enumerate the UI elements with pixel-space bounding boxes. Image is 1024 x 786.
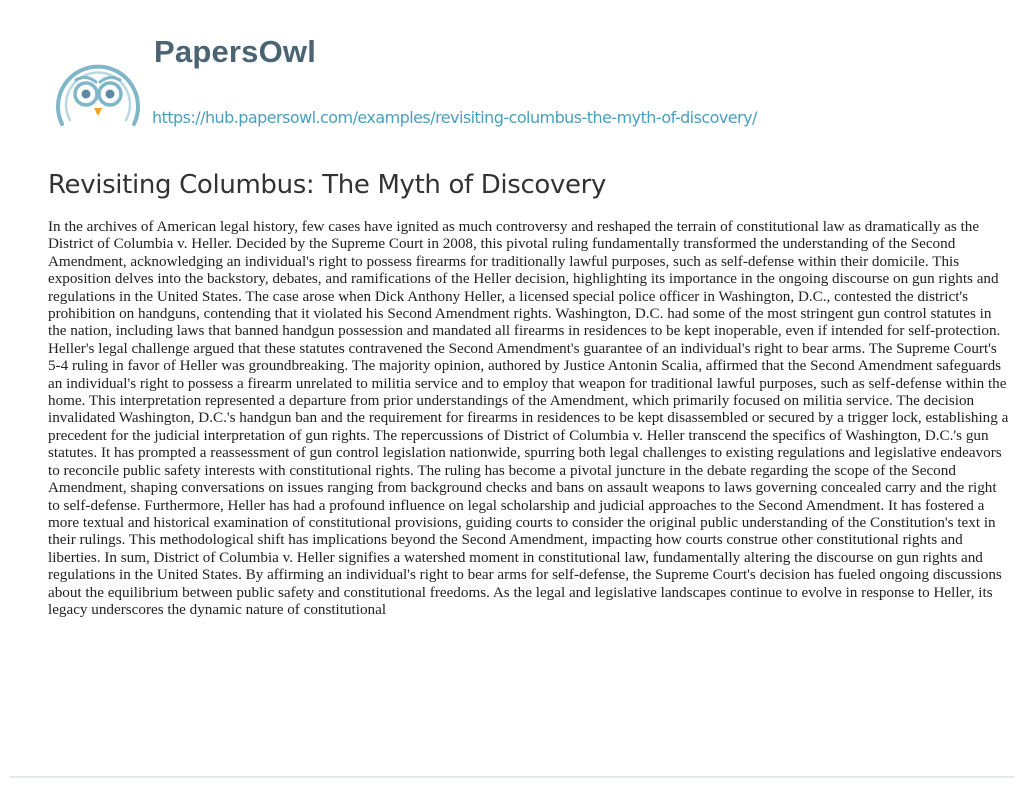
owl-logo-icon (48, 44, 148, 144)
source-url-link[interactable]: https://hub.papersowl.com/examples/revisiting-columbus-the-myth-of-discovery/ (152, 108, 757, 127)
site-header (48, 34, 1008, 144)
brand-name[interactable]: PapersOwl (154, 34, 317, 69)
essay-body-text: In the archives of American legal history, few cases have ignited as much controversy and reshaped the terrain of constitutional law as dramatically as the District of Columbia v. Heller. Decided by the Supreme Court in 2008, this pivotal ruling fundamentally transformed the understanding of the Second Amendment, acknowledging an individual's right to possess firearms for traditionally lawful purposes, such as self-defense within their domicile. This exposition delves into the backstory, debates, and ramifications of the Heller decision, highlighting its importance in the ongoing discourse on gun rights and regulations in the United States. The case arose when Dick Anthony Heller, a licensed special police officer in Washington, D.C., contested the district's prohibition on handguns, contending that it violated his Second Amendment rights. Washington, D.C. had some of the most stringent gun control statutes in the nation, including laws that banned handgun possession and mandated all firearms in residences to be kept inoperable, even if intended for self-protection. Heller's legal challenge argued that these statutes contravened the Second Amendment's guarantee of an individual's right to bear arms. The Supreme Court's 5-4 ruling in favor of Heller was groundbreaking. The majority opinion, authored by Justice Antonin Scalia, affirmed that the Second Amendment safeguards an individual's right to possess a firearm unrelated to militia service and to employ that weapon for traditional lawful purposes, such as self-defense within the home. This interpretation represented a departure from prior understandings of the Amendment, which primarily focused on militia service. The decision invalidated Washington, D.C.'s handgun ban and the requirement for firearms in residences to be kept disassembled or secured by a trigger lock, establishing a precedent for the judicial interpretation of gun rights. The repercussions of District of Columbia v. Heller transcend the specifics of Washington, D.C.'s gun statutes. It has prompted a reassessment of gun control legislation nationwide, spurring both legal challenges to existing regulations and legislative endeavors to reconcile public safety interests with constitutional rights. The ruling has become a pivotal juncture in the debate regarding the scope of the Second Amendment, shaping conversations on issues ranging from background checks and bans on assault weapons to laws governing concealed carry and the right to self-defense. Furthermore, Heller has had a profound influence on legal scholarship and judicial approaches to the Second Amendment. It has fostered a more textual and historical examination of constitutional provisions, guiding courts to consider the original public understanding of the Constitution's text in their rulings. This methodological shift has implications beyond the Second Amendment, impacting how courts construe other constitutional rights and liberties. In sum, District of Columbia v. Heller signifies a watershed moment in constitutional law, fundamentally altering the discourse on gun rights and regulations in the United States. By affirming an individual's right to bear arms for self-defense, the Supreme Court's decision has fueled ongoing discussions about the equilibrium between public safety and constitutional freedoms. As the legal and legislative landscapes continue to evolve in response to Heller, its legacy underscores the dynamic nature of constitutional (48, 218, 1009, 618)
document-title: Revisiting Columbus: The Myth of Discovery (48, 170, 607, 200)
footer-divider (10, 776, 1014, 778)
